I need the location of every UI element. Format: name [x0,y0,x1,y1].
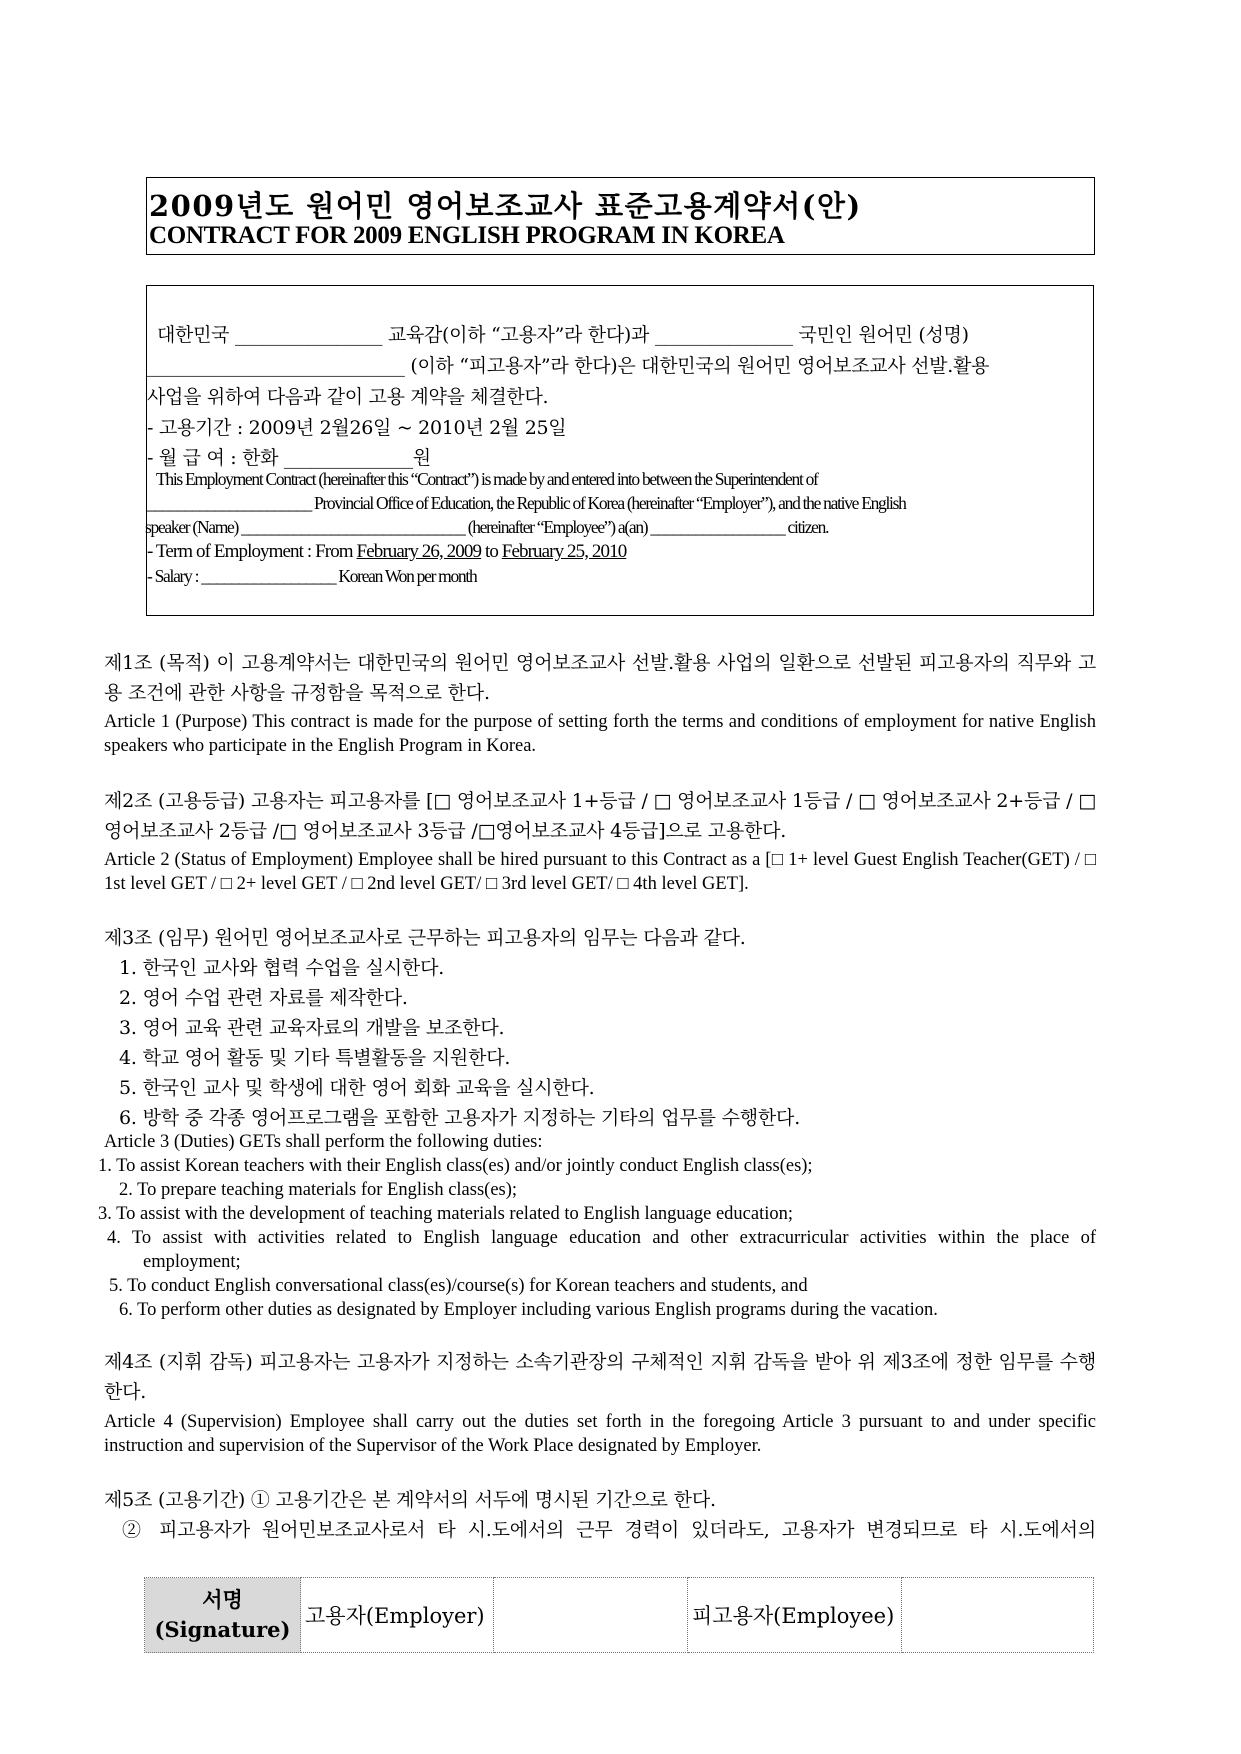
intro-en-line-2: ______________________ Provincial Office of Education, the Republic of Korea (hereinafter “Employer”), and the native English [147,493,906,513]
article-3-english-item: 6. To perform other duties as designated by Employer including various English programs during the vacation. [119,1300,938,1320]
signature-table [144,1577,1094,1653]
title-box [146,177,1095,255]
article-3-korean-item: 1. 한국인 교사와 협력 수업을 실시한다. [119,957,445,979]
article-5-korean-clause-1: 제5조 (고용기간) ① 고용기간은 본 계약서의 서두에 명시된 기간으로 한다. [104,1489,716,1511]
article-1-english: Article 1 (Purpose) This contract is made for the purpose of setting forth the terms and conditions of employment for native English speakers who participate in the English Program in Korea. [104,712,1096,756]
article-2-english: Article 2 (Status of Employment) Employee shall be hired pursuant to this Contract as a [□ 1+ level Guest English Teacher(GET) / □ 1st level GET / □ 2+ level GET / □ 2nd level GET/ □ 3rd level GET/ □ 4th level GET]. [104,850,1096,894]
signature-header-english: (Signature) [154,1617,291,1642]
term-to-word: to [481,541,502,562]
employee-label-cell: 피고용자(Employee) [688,1578,902,1653]
article-3-korean-item: 5. 한국인 교사 및 학생에 대한 영어 회화 교육을 실시한다. [119,1077,595,1099]
article-3-english-item: 4. To assist with activities related to English language education and other extracurricular activities within the place of [107,1228,1096,1248]
article-3-korean-item: 4. 학교 영어 활동 및 기타 특별활동을 지원한다. [119,1047,511,1069]
article-1-korean: 제1조 (목적) 이 고용계약서는 대한민국의 원어민 영어보조교사 선발.활용 사업의 일환으로 선발된 피고용자의 직무와 고용 조건에 관한 사항을 규정함을 목적으로 한다. [104,652,1096,704]
intro-ko-line-3: 사업을 위하여 다음과 같이 고용 계약을 체결한다. [147,386,549,408]
article-3-english-item: 3. To assist with the development of teaching materials related to English language education; [98,1204,794,1224]
title-korean: 2009년도 원어민 영어보조교사 표준고용계약서(안) [149,189,862,223]
intro-en-term [147,541,626,563]
intro-ko-salary: - 월 급 여 : 한화 ______________원 [147,447,431,469]
article-3-korean-item: 6. 방학 중 각종 영어프로그램을 포함한 고용자가 지정하는 기타의 업무를 수행한다. [119,1107,801,1129]
term-to-date: February 25, 2010 [501,541,627,562]
article-5-korean-clause-2: ② 피고용자가 원어민보조교사로서 타 시.도에서의 근무 경력이 있더라도, 고용자가 변경되므로 타 시.도에서의 [122,1519,1096,1541]
employee-signature-field[interactable] [902,1578,1094,1653]
article-3-english-heading: Article 3 (Duties) GETs shall perform the following duties: [104,1132,543,1152]
article-3-korean-item: 3. 영어 교육 관련 교육자료의 개발을 보조한다. [119,1017,505,1039]
article-3-english-item: 2. To prepare teaching materials for English class(es); [119,1180,518,1200]
article-2-korean: 제2조 (고용등급) 고용자는 피고용자를 [□ 영어보조교사 1+등급 / □ 영어보조교사 1등급 / □ 영어보조교사 2+등급 / □ 영어보조교사 2등급 /□ 영어보조교사 3등급 /□영어보조교사 4등급]으로 고용한다. [104,790,1096,842]
article-3-korean-heading: 제3조 (임무) 원어민 영어보조교사로 근무하는 피고용자의 임무는 다음과 같다. [104,927,746,949]
article-3-korean-item: 2. 영어 수업 관련 자료를 제작한다. [119,987,408,1009]
article-4-english: Article 4 (Supervision) Employee shall carry out the duties set forth in the foregoing Article 3 pursuant to and under specific instruction and supervision of the Supervisor of the Work Place designated by Employer. [104,1412,1096,1456]
intro-ko-term: - 고용기간 : 2009년 2월26일 ~ 2010년 2월 25일 [147,417,567,439]
intro-en-salary: - Salary : __________________ Korean Won per month [147,566,477,586]
article-3-english-item-continued: employment; [143,1252,241,1272]
employer-signature-field[interactable] [494,1578,688,1653]
intro-ko-line-2: ____________________________ (이하 “피고용자”라 한다)은 대한민국의 원어민 영어보조교사 선발.활용 [147,355,990,377]
intro-en-line-1: This Employment Contract (hereinafter this “Contract”) is made by and entered into between the Superintendent of [156,469,818,489]
intro-en-line-3: speaker (Name) ______________________________ (hereinafter “Employee”) a(an) __________________ citizen. [145,517,829,537]
term-from-date: February 26, 2009 [356,541,482,562]
signature-header-cell [145,1578,301,1653]
intro-ko-line-1: 대한민국 ________________ 교육감(이하 “고용자”라 한다)과 _______________ 국민인 원어민 (성명) [157,324,969,346]
contract-intro-box [146,285,1094,616]
signature-header-korean: 서명 [202,1587,243,1612]
title-english: CONTRACT FOR 2009 ENGLISH PROGRAM IN KOREA [149,222,785,249]
article-4-korean: 제4조 (지휘 감독) 피고용자는 고용자가 지정하는 소속기관장의 구체적인 지휘 감독을 받아 위 제3조에 정한 임무를 수행한다. [104,1351,1096,1403]
term-prefix: - Term of Employment : From [147,541,357,562]
employer-label-cell: 고용자(Employer) [301,1578,494,1653]
article-3-english-item: 5. To conduct English conversational class(es)/course(s) for Korean teachers and students, and [109,1276,808,1296]
article-3-english-item: 1. To assist Korean teachers with their English class(es) and/or jointly conduct English class(es); [98,1156,813,1176]
